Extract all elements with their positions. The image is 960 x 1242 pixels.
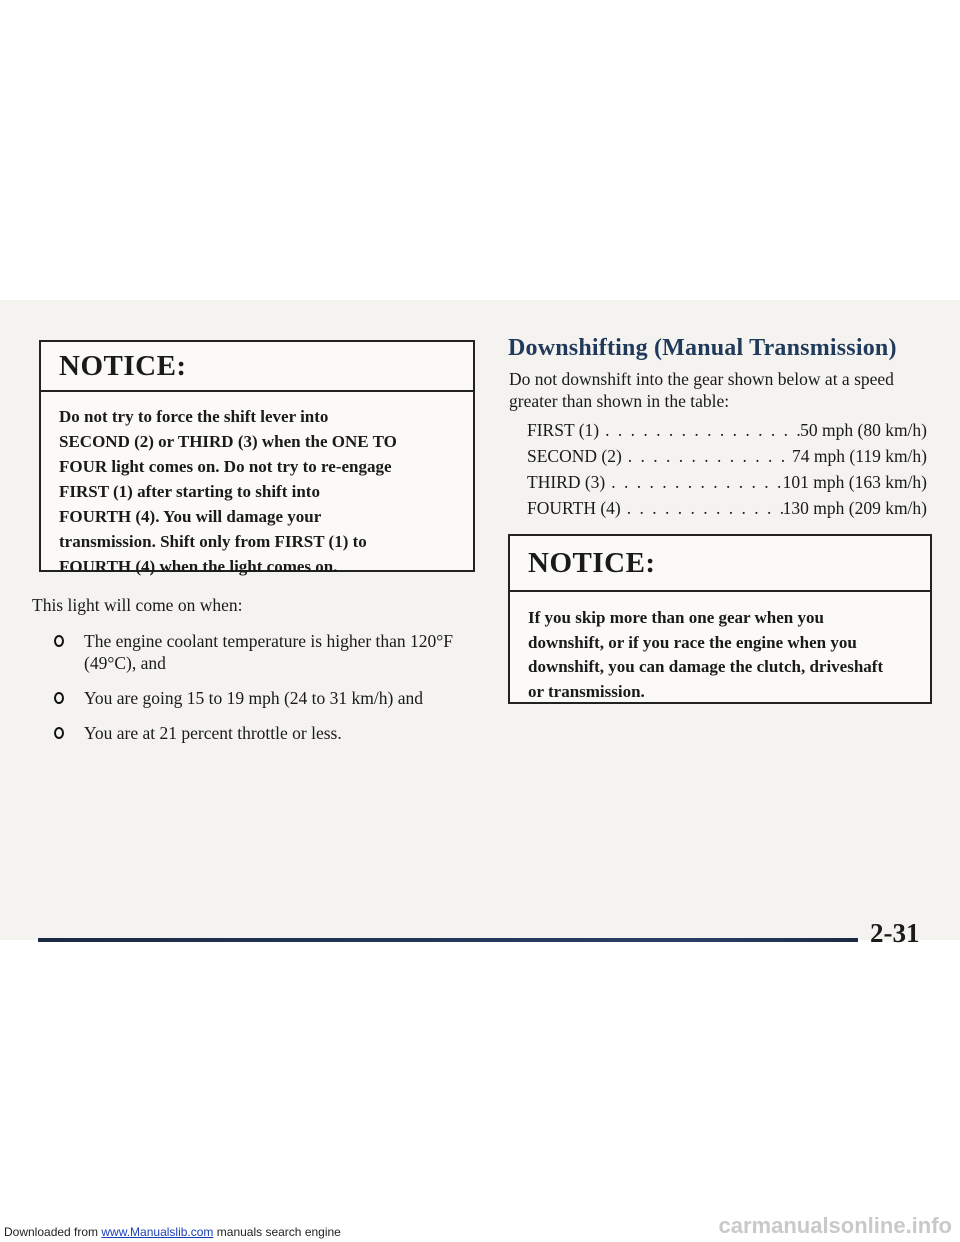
gear-speed-table	[527, 420, 927, 524]
notice-line: downshift, or if you race the engine when you	[528, 632, 857, 652]
dot-leader	[622, 446, 792, 467]
speed-value: 74 mph (119 km/h)	[792, 446, 927, 466]
table-row	[527, 498, 927, 524]
speed-value: 101 mph (163 km/h)	[782, 472, 927, 492]
watermark: carmanualsonline.info	[718, 1213, 952, 1238]
notice-body	[41, 392, 473, 579]
list-item: You are at 21 percent throttle or less.	[50, 722, 480, 744]
dot-leader	[621, 498, 783, 519]
speed-value: 130 mph (209 km/h)	[782, 498, 927, 518]
notice-line: transmission. Shift only from FIRST (1) to	[59, 532, 367, 551]
section-title-downshifting: Downshifting (Manual Transmission)	[508, 335, 897, 361]
dot-leader	[599, 420, 800, 441]
notice-line: Do not try to force the shift lever into	[59, 407, 329, 426]
notice-line: FOURTH (4). You will damage your	[59, 507, 322, 526]
bullet-icon	[54, 635, 64, 647]
downshift-intro: Do not downshift into the gear shown below at a speed greater than shown in the table:	[509, 369, 894, 411]
bullet-icon	[54, 692, 64, 704]
manualslib-link[interactable]: www.Manualslib.com	[101, 1225, 214, 1239]
gear-label: FIRST (1)	[527, 420, 600, 440]
notice-box-shift-lever	[39, 340, 475, 576]
notice-line: FOURTH (4) when the light comes on.	[59, 557, 338, 576]
table-row	[527, 472, 927, 498]
notice-line: downshift, you can damage the clutch, driveshaft	[528, 657, 884, 676]
notice-heading: NOTICE:	[510, 536, 930, 592]
notice-body	[510, 592, 930, 704]
notice-box-skip-gear	[508, 534, 932, 704]
notice-line: or transmission.	[528, 681, 645, 701]
dot-leader	[605, 472, 782, 493]
gear-label: SECOND (2)	[527, 446, 622, 466]
notice-heading: NOTICE:	[41, 342, 473, 392]
table-row	[527, 420, 927, 446]
list-item: The engine coolant temperature is higher than 120°F (49°C), and	[50, 630, 480, 674]
notice-line: FIRST (1) after starting to shift into	[59, 482, 320, 501]
notice-line: FOUR light comes on. Do not try to re-engage	[59, 457, 392, 476]
page-number: 2-31	[870, 918, 920, 948]
gear-label: FOURTH (4)	[527, 498, 621, 518]
bullet-icon	[54, 727, 64, 739]
notice-line: SECOND (2) or THIRD (3) when the ONE TO	[59, 432, 397, 451]
gear-label: THIRD (3)	[527, 472, 606, 492]
notice-line: If you skip more than one gear when you	[528, 608, 824, 627]
footer-rule	[38, 938, 858, 942]
list-item: You are going 15 to 19 mph (24 to 31 km/h) and	[50, 687, 480, 709]
table-row	[527, 446, 927, 472]
download-footer: Downloaded from www.Manualslib.com manuals search engine	[4, 1225, 341, 1239]
light-intro-text: This light will come on when:	[32, 595, 243, 615]
speed-value: 50 mph (80 km/h)	[800, 420, 927, 440]
light-conditions-list	[50, 630, 480, 757]
